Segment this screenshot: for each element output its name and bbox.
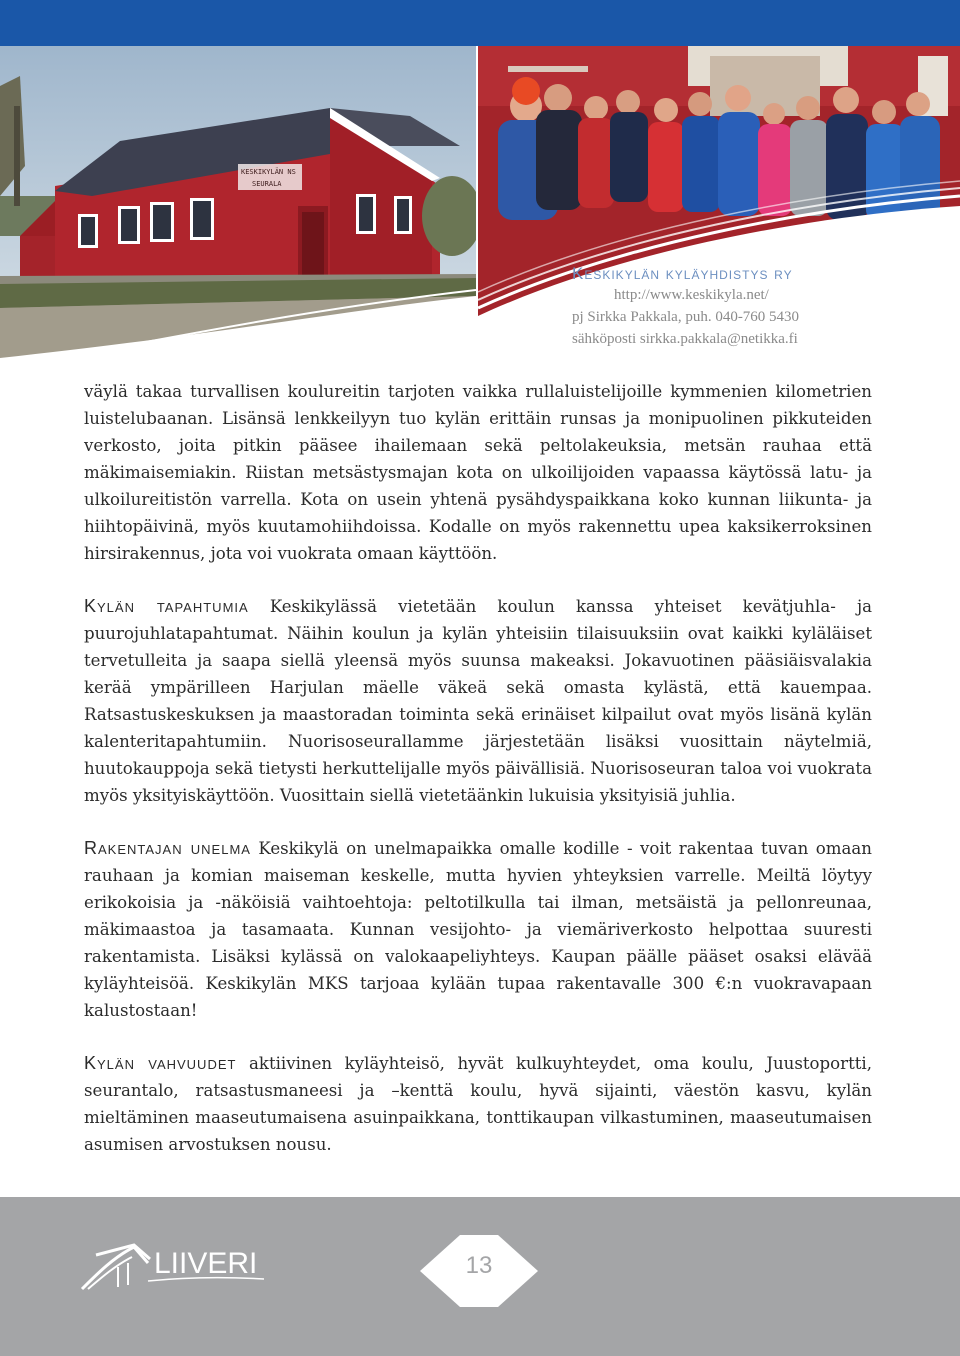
contact-block [572, 264, 952, 350]
paragraph-text: Keskikylässä vietetään koulun kanssa yhteiset kevätjuhla- ja puurojuhlatapahtumat. Näihin koulun ja kylän yhteisiin tilaisuuksiin ovat kaikki kyläläiset tervetulleita ja saapa siellä yleensä myös suunsa makeaksi. Jokavuotinen pääsiäisvalakia kerää ympärilleen Harjulan mäelle väkeä sekä omasta kylästä, että kauempaa. Ratsastuskeskuksen ja maastoradan toiminta sekä erinäiset kilpailut ovat myös lisänä kylän kalenteritapahtumiin. Nuorisoseurallamme järjestetään lisäksi vuosittain näytelmiä, huutokauppoja sekä tietysti herkuttelijalle myös päivällisiä. Nuorisoseuran taloa voi vuokrata myös yksityiskäyttöön. Vuosittain siellä vietetäänkin lukuisia yksityisiä juhlia. [84, 597, 872, 805]
article-body [84, 378, 872, 1184]
page-number: 13 [465, 1252, 493, 1279]
paragraph-builders [84, 835, 872, 1024]
top-bar [0, 0, 960, 46]
section-heading: Rakentajan unelma [84, 838, 251, 858]
section-heading: Kylän vahvuudet [84, 1053, 237, 1073]
svg-text:KESKIKYLÄN NS: KESKIKYLÄN NS [241, 168, 296, 176]
svg-text:SEURALA: SEURALA [252, 180, 282, 188]
photo-village-hall [0, 46, 476, 358]
paragraph-strengths [84, 1050, 872, 1158]
paragraph-intro [84, 378, 872, 567]
paragraph-events [84, 593, 872, 809]
paragraph-text: väylä takaa turvallisen koulureitin tarjoten vaikka rullaluistelijoille kymmenien kilometrien luistelubaanan. Lisänsä lenkkeilyyn tuo kylän erittäin runsas ja monipuolinen pikkuteiden verkosto, joita pitkin pääsee ihailemaan sekä peltolakeuksia, metsän rauhaa että mäkimaisemiakin. Riistan metsästysmajan kota on ulkoilijoiden vapaassa käytössä latu- ja ulkoilureitistön varrella. Kota on usein yhtenä pysähdyspaikkana koko kunnan liikunta- ja hiihtopäivinä, myös kuutamohiihdoissa. Kodalle on myös rakennettu upea kaksikerroksinen hirsirakennus, jota voi vuokrata omaan käyttöön. [84, 382, 872, 563]
logo-text: LIIVERI [154, 1247, 258, 1280]
paragraph-text: Keskikylä on unelmapaikka omalle kodille - voit rakentaa tuvan omaan rauhaan ja komian maiseman keskelle, mutta hyvien yhteyksien varrelle. Meiltä löytyy erikokoisia ja -näköisiä vaihtoehtoja: peltotilkulla tai ilman, metsäistä ja pellonreunaa, mäkimaastoa ja tasamaata. Kunnan vesijohto- ja viemäriverkosto helpottaa suuresti rakentamista. Lisäksi kylässä on valokaapeliyhteys. Kaupan päälle pääset osaksi elävää kyläyhteisöä. Keskikylän MKS tarjoaa kylään tupaa rakentavalle 300 €:n vuokravapaan kalustostaan! [84, 839, 872, 1020]
paragraph-text: aktiivinen kyläyhteisö, hyvät kulkuyhteydet, oma koulu, Juustoportti, seurantalo, ratsastusmaneesi ja –kenttä koulu, hyvä sijainti, väestön kasvu, kylän mieltäminen maaseutumaisena asuinpaikkana, tonttikaupan vilkastuminen, maaseutumaisen asumisen arvostuksen nousu. [84, 1054, 872, 1154]
org-name: Keskikylän kyläyhdistys ry [572, 264, 793, 283]
liiveri-logo [78, 1237, 268, 1297]
contact-email[interactable]: sähköposti sirkka.pakkala@netikka.fi [572, 331, 798, 347]
website-link[interactable]: http://www.keskikyla.net/ [614, 287, 769, 303]
section-heading: Kylän tapahtumia [84, 596, 249, 616]
contact-phone: pj Sirkka Pakkala, puh. 040-760 5430 [572, 309, 800, 325]
